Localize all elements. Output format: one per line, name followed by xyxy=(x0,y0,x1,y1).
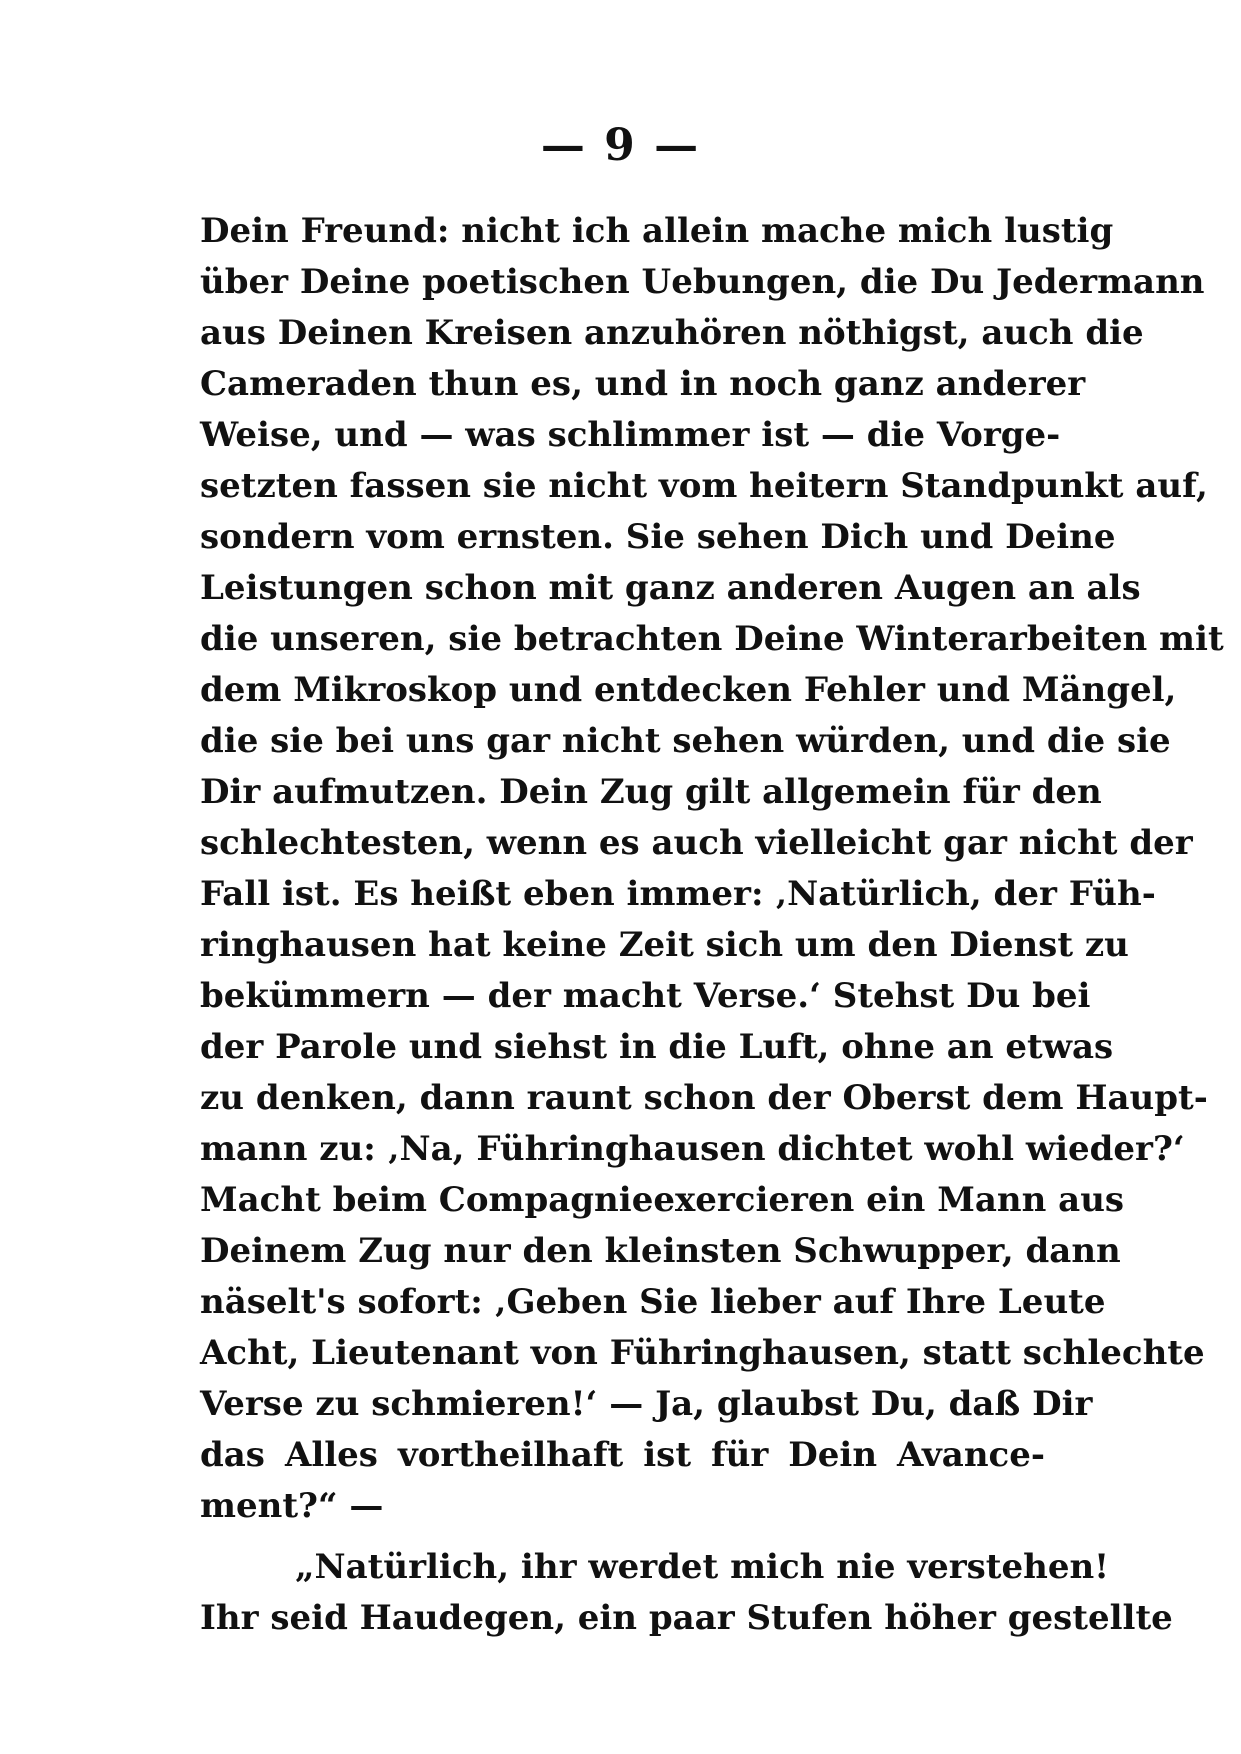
text-line: Cameraden thun es, und in noch ganz anderer xyxy=(200,364,1086,404)
text-line: die unseren, sie betrachten Deine Winterarbeiten mit xyxy=(200,619,1224,659)
paragraph-gap xyxy=(200,1532,1045,1542)
text-line: setzten fassen sie nicht vom heitern Standpunkt auf, xyxy=(200,466,1208,506)
text-line: über Deine poetischen Uebungen, die Du Jedermann xyxy=(200,262,1205,302)
text-line: dem Mikroskop und entdecken Fehler und Mängel, xyxy=(200,670,1177,710)
text-line: „Natürlich, ihr werdet mich nie verstehen! xyxy=(295,1547,1110,1587)
text-line: Deinem Zug nur den kleinsten Schwupper, dann xyxy=(200,1231,1121,1271)
text-line: ringhausen hat keine Zeit sich um den Dienst zu xyxy=(200,925,1129,965)
text-line: mann zu: ‚Na, Führinghausen dichtet wohl wieder?‘ xyxy=(200,1129,1185,1169)
text-line: bekümmern — der macht Verse.‘ Stehst Du bei xyxy=(200,976,1091,1016)
text-line: zu denken, dann raunt schon der Oberst dem Haupt- xyxy=(200,1078,1208,1118)
paragraph xyxy=(200,206,1224,1532)
text-line: ment?“ — xyxy=(200,1486,384,1526)
text-line: die sie bei uns gar nicht sehen würden, und die sie xyxy=(200,721,1171,761)
text-line: näselt's sofort: ‚Geben Sie lieber auf Ihre Leute xyxy=(200,1282,1106,1322)
text-line: Verse zu schmieren!‘ — Ja, glaubst Du, daß Dir xyxy=(200,1384,1093,1424)
text-line: Ihr seid Haudegen, ein paar Stufen höher gestellte xyxy=(200,1598,1173,1638)
text-line: Leistungen schon mit ganz anderen Augen an als xyxy=(200,568,1141,608)
text-line: aus Deinen Kreisen anzuhören nöthigst, auch die xyxy=(200,313,1144,353)
text-line: Dir aufmutzen. Dein Zug gilt allgemein für den xyxy=(200,772,1102,812)
text-line: Macht beim Compagnieexercieren ein Mann aus xyxy=(200,1180,1125,1220)
text-line: der Parole und siehst in die Luft, ohne an etwas xyxy=(200,1027,1114,1067)
text-line: schlechtesten, wenn es auch vielleicht gar nicht der xyxy=(200,823,1193,863)
body-text xyxy=(200,206,1224,1644)
text-line: sondern vom ernsten. Sie sehen Dich und Deine xyxy=(200,517,1116,557)
text-line: das Alles vortheilhaft ist für Dein Avance- xyxy=(200,1435,1045,1475)
page-number: — 9 — xyxy=(540,120,701,171)
text-line: Fall ist. Es heißt eben immer: ‚Natürlich, der Füh- xyxy=(200,874,1156,914)
text-line: Weise, und — was schlimmer ist — die Vorge- xyxy=(200,415,1061,455)
text-line: Acht, Lieutenant von Führinghausen, statt schlechte xyxy=(200,1333,1205,1373)
paragraph xyxy=(200,1542,1173,1644)
text-line: Dein Freund: nicht ich allein mache mich lustig xyxy=(200,211,1114,251)
